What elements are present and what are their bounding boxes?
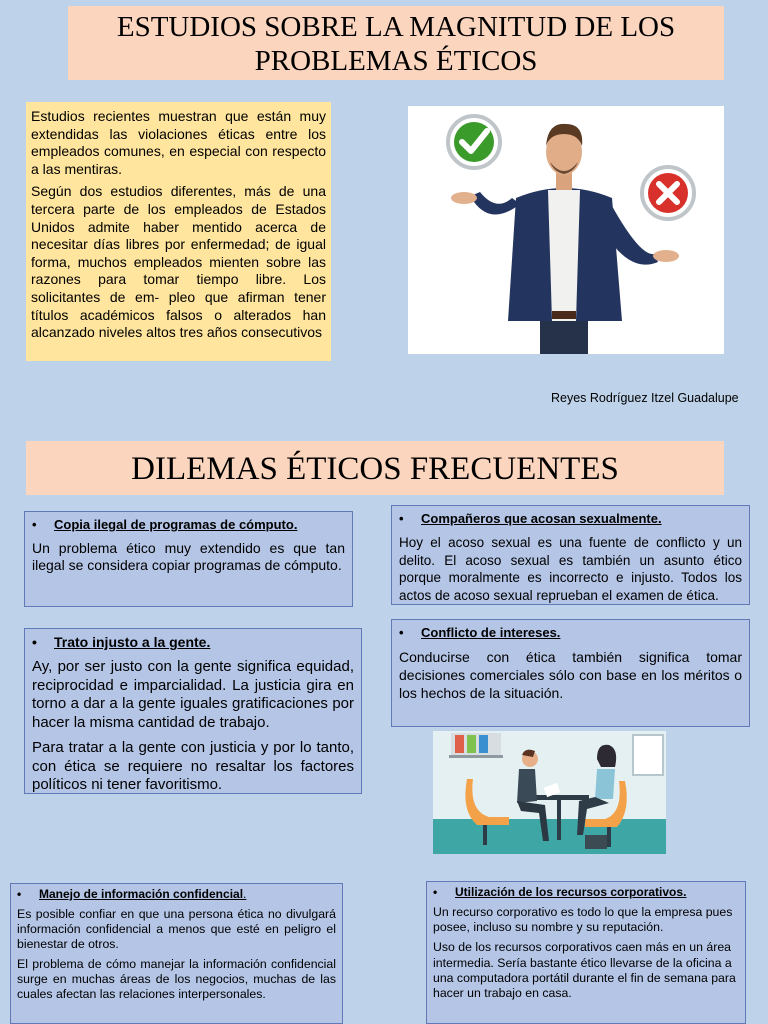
card-body xyxy=(32,540,345,574)
bullet: • xyxy=(399,625,404,640)
intro-text-box xyxy=(26,102,331,361)
bullet: • xyxy=(433,885,438,899)
intro-paragraph-2: Según dos estudios diferentes, más de una tercera parte de los empleados de Estados Unidos admite haber mentido acerca de necesitar días libres por enfermedad; de igual forma, muchos empleados mienten sobre las razones para tomar tiempo libre. Los solicitantes de em- pleo que afirman tener títulos académicos falsos o alterados han alcanzado niveles altos tres años consecutivos xyxy=(31,183,326,341)
card-heading xyxy=(399,625,742,640)
thinking-man-photo xyxy=(408,106,724,354)
card-heading-text: Conflicto de intereses. xyxy=(421,625,561,640)
card-heading-text: Manejo de información confidencial xyxy=(39,887,244,901)
card-heading-text: Trato injusto a la gente. xyxy=(54,634,211,650)
card-paragraph: Conducirse con ética también significa tomar decisiones comerciales sólo con base en los méritos o los hechos de la situación. xyxy=(399,649,742,701)
section-title: DILEMAS ÉTICOS FRECUENTES xyxy=(26,441,724,495)
card-heading xyxy=(32,517,345,532)
card-paragraph: Un problema ético muy extendido es que tan ilegal se considera copiar programas de cómputo. xyxy=(32,540,345,573)
card-heading-text: Copia ilegal de programas de cómputo. xyxy=(54,517,298,532)
card-paragraph: Hoy el acoso sexual es una fuente de conflicto y un delito. El acoso sexual es también un asunto ético porque moralmente es incorrecto e injusto. Todos los actos de acoso sexual reprueban el examen de ética. xyxy=(399,535,742,603)
card-body xyxy=(32,658,354,794)
card-paragraph: Para tratar a la gente con justicia y por lo tanto, con ética se requiere no resaltar los factores políticos ni tener favoritismo. xyxy=(32,739,354,793)
card-heading-text: Utilización de los recursos corporativos. xyxy=(455,885,687,899)
card-heading-text: Compañeros que acosan sexualmente. xyxy=(421,511,662,526)
card-acoso-sexual xyxy=(391,505,750,605)
card-heading-suffix: . xyxy=(243,887,247,901)
card-informacion-confidencial xyxy=(10,883,343,1024)
card-paragraph: El problema de cómo manejar la información confidencial surge en muchas áreas de los negocios, muchas de las cuales afectan las relaciones interpersonales. xyxy=(17,957,336,1001)
author-name: Reyes Rodríguez Itzel Guadalupe xyxy=(551,391,739,405)
bullet: • xyxy=(17,887,22,901)
card-body xyxy=(17,907,336,1002)
card-paragraph: Es posible confiar en que una persona ética no divulgará información confidencial a menos que esté en peligro el bienestar de otros. xyxy=(17,907,336,951)
card-paragraph: Un recurso corporativo es todo lo que la empresa pues posee, incluso su nombre y su reputación. xyxy=(433,905,733,935)
card-heading xyxy=(17,887,336,901)
man-with-check-and-x-illustration xyxy=(408,106,724,354)
card-heading xyxy=(399,511,742,526)
card-trato-injusto xyxy=(24,628,362,794)
card-body xyxy=(433,905,739,1001)
x-mark-icon xyxy=(642,167,694,219)
card-body xyxy=(399,534,742,604)
main-title: ESTUDIOS SOBRE LA MAGNITUD DE LOS PROBLEMAS ÉTICOS xyxy=(68,6,724,80)
card-heading xyxy=(433,885,739,899)
bullet: • xyxy=(32,634,37,650)
interview-illustration xyxy=(433,731,666,854)
office-meeting-illustration xyxy=(433,731,666,854)
card-body xyxy=(399,648,742,702)
card-paragraph: Uso de los recursos corporativos caen más en un área intermedia. Sería bastante ético llevarse de la oficina a una computadora portátil durante el fin de semana para hacer un trabajo en casa. xyxy=(433,940,736,1001)
check-icon xyxy=(448,116,500,168)
card-copia-ilegal xyxy=(24,511,353,607)
card-heading xyxy=(32,634,354,650)
card-conflicto-intereses xyxy=(391,619,750,727)
bullet: • xyxy=(399,511,404,526)
intro-paragraph-1: Estudios recientes muestran que están muy extendidas las violaciones éticas entre los empleados comunes, en especial con respecto a las mentiras. xyxy=(31,108,326,177)
bullet: • xyxy=(32,517,37,532)
card-paragraph: Ay, por ser justo con la gente significa equidad, reciprocidad e imparcialidad. La justicia gira en torno a dar a la gente iguales gratificaciones por hacer la misma cantidad de trabajo. xyxy=(32,658,354,731)
card-recursos-corporativos xyxy=(426,881,746,1024)
